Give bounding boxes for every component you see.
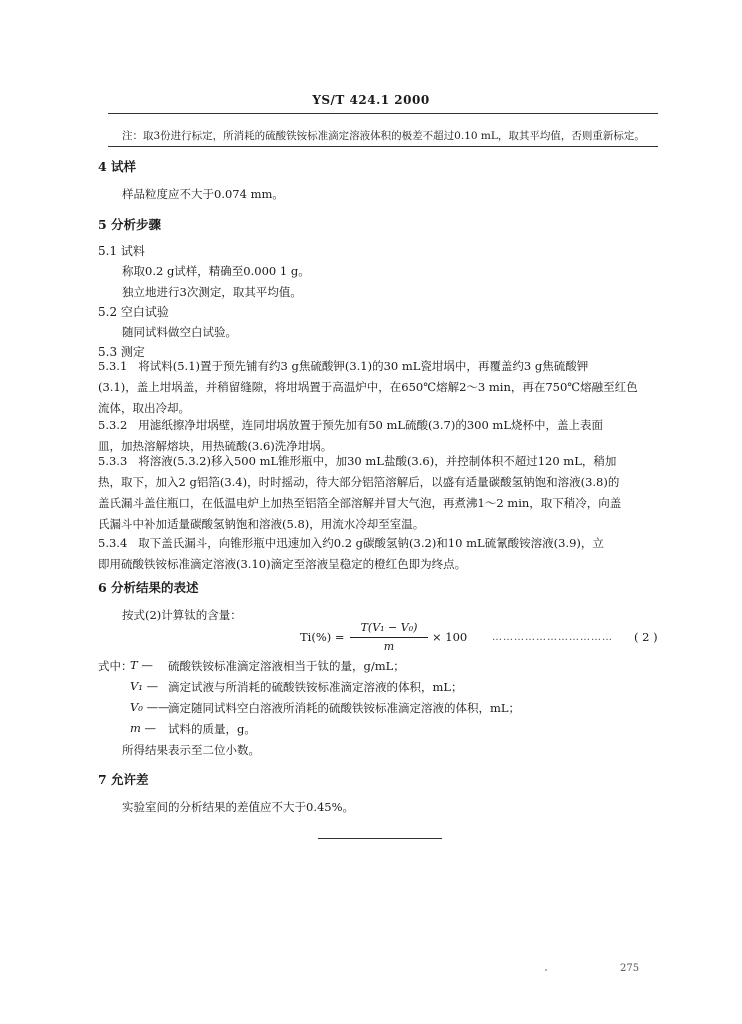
para-5-3-2-line: 皿，加热溶解熔块，用热硫酸(3.6)洗净坩埚。: [98, 439, 333, 453]
para-5-3-2-line: 用滤纸擦净坩埚壁，连同坩埚放置于预先加有50 mL硫酸(3.7)的300 mL烧杯中，盖上表面: [138, 418, 603, 432]
formula-lhs: Ti(%) =: [300, 630, 345, 644]
para-5-3-4-line: 取下盖氏漏斗，向锥形瓶中迅速加入约0.2 g碳酸氢钠(3.2)和10 mL硫氰酸铵溶液(3.9)，立: [138, 536, 604, 550]
section-5-2-title: 5.2 空白试验: [98, 305, 169, 319]
formula-tail: × 100: [432, 630, 468, 644]
section-7-title: 7 允许差: [98, 772, 149, 787]
end-of-standard-rule: [318, 838, 442, 839]
section-6-intro: 按式(2)计算钛的含量：: [122, 608, 242, 622]
para-5-3-2-number: 5.3.2: [98, 418, 128, 432]
var-symbol: V₁ —: [130, 679, 159, 693]
para-5-3-3-number: 5.3.3: [98, 454, 128, 468]
formula-denominator: m: [383, 640, 395, 653]
section-5-1-title: 5.1 试料: [98, 244, 145, 258]
section-5-title: 5 分析步骤: [98, 217, 162, 232]
var-description: 滴定随同试料空白溶液所消耗的硫酸铁铵标准滴定溶液的体积，mL；: [168, 701, 521, 715]
para-5-3-1-line: (3.1)，盖上坩埚盖，并稍留缝隙，将坩埚置于高温炉中，在650℃熔解2～3 min，再在750℃熔融至红色: [98, 380, 638, 394]
formula-equation-number: ( 2 ): [634, 630, 658, 644]
para-5-3-1-line: 将试料(5.1)置于预先铺有约3 g焦硫酸钾(3.1)的30 mL瓷坩埚中，再覆盖约3 g焦硫酸钾: [138, 359, 589, 373]
para-5-3-3-line: 热，取下，加入2 g铝箔(3.4)，时时摇动，待大部分铝箔溶解后，以盛有适量碳酸氢钠饱和溶液(3.8)的: [98, 475, 620, 489]
section-4-title: 4 试样: [98, 159, 137, 174]
var-symbol: T —: [130, 658, 153, 672]
var-symbol: V₀ ——: [130, 700, 170, 714]
section-5-1-line-1: 称取0.2 g试样，精确至0.000 1 g。: [122, 264, 310, 278]
section-5-2-text: 随同试料做空白试验。: [122, 325, 237, 339]
page-number: 275: [620, 963, 640, 974]
para-5-3-3-line: 盖氏漏斗盖住瓶口，在低温电炉上加热至铝箔全部溶解并冒大气泡，再煮沸1～2 min，取下稍冷，向盖: [98, 496, 622, 510]
var-description: 滴定试液与所消耗的硫酸铁铵标准滴定溶液的体积，mL；: [168, 680, 463, 694]
para-5-3-3-line: 将溶液(5.3.2)移入500 mL锥形瓶中，加30 mL盐酸(3.6)，并控制体积不超过120 mL，稍加: [138, 454, 617, 468]
para-5-3-3: [98, 451, 621, 535]
section-5-3-title: 5.3 测定: [98, 345, 145, 359]
section-4-text: 样品粒度应不大于0.074 mm。: [122, 187, 284, 201]
para-5-3-3-line: 氏漏斗中补加适量碳酸氢钠饱和溶液(5.8)，用流水冷却至室温。: [98, 517, 425, 531]
formula-numerator: T(V₁ − V₀): [360, 621, 418, 634]
section-6-title: 6 分析结果的表述: [98, 580, 199, 595]
var-description: 硫酸铁铵标准滴定溶液相当于钛的量，g/mL；: [168, 659, 405, 673]
standardization-note: 注：取3份进行标定，所消耗的硫酸铁铵标准滴定溶液体积的极差不超过0.10 mL，取其平均值，否则重新标定。: [122, 130, 645, 142]
para-5-3-4: [98, 533, 604, 575]
section-5-1-line-2: 独立地进行3次测定，取其平均值。: [122, 285, 302, 299]
para-5-3-4-number: 5.3.4: [98, 536, 128, 550]
para-5-3-4-line: 即用硫酸铁铵标准滴定溶液(3.10)滴定至溶液呈稳定的橙红色即为终点。: [98, 557, 467, 571]
rounding-note: 所得结果表示至二位小数。: [122, 743, 260, 757]
var-symbol: m —: [130, 721, 157, 735]
section-7-text: 实验室间的分析结果的差值应不大于0.45%。: [122, 800, 355, 814]
scan-speck: [545, 969, 547, 971]
formula-leader-dots: ……………………………: [492, 632, 613, 643]
para-5-3-1: [98, 356, 638, 419]
formula-fraction-bar: [350, 637, 428, 638]
header-rule-bottom: [108, 146, 658, 147]
var-description: 试料的质量，g。: [168, 722, 256, 736]
where-label: 式中：: [98, 659, 133, 673]
para-5-3-1-line: 流体，取出冷却。: [98, 401, 190, 415]
header-rule-top: [108, 113, 658, 114]
standard-number: YS/T 424.1 2000: [312, 93, 430, 107]
para-5-3-1-number: 5.3.1: [98, 359, 128, 373]
